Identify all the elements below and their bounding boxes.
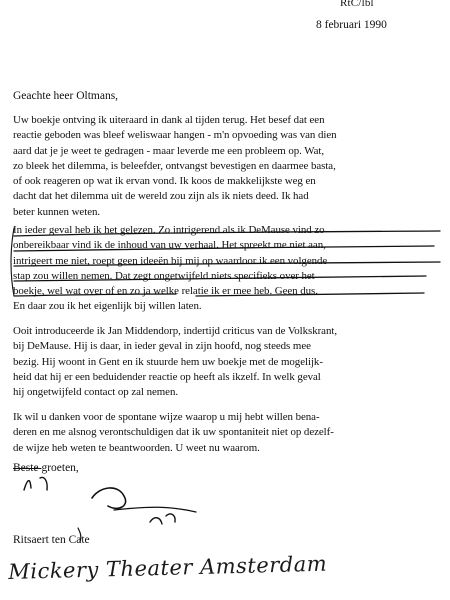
text-line: dacht dat het dilemma uit de wereld zou zijn als ik niets deed. Ik had [13,190,309,203]
text-line: bezig. Hij woont in Gent en ik stuurde hem uw boekje met de mogelijk- [13,355,323,368]
text-line: heid dat hij er een beduidender reactie op heeft als ikzelf. In welk geval [13,370,321,383]
closing [13,462,79,474]
letter-date: 8 februari 1990 [316,19,387,31]
signature-stroke [24,478,47,491]
text-line: reactie geboden was bleef weliswaar hangen - m'n opvoeding was van dien [13,129,337,142]
signature-stroke [92,488,126,508]
reference-code: RtC/lbl [340,0,374,9]
paragraph-1 [13,113,443,220]
signature-stroke [114,507,196,512]
text-line: deren en me alsnog verontschuldigen dat ik uw spontaniteit niet op dezelf- [13,426,334,439]
text-line: intrigeert me niet, roept geen ideeën bij mij op waardoor ik een volgende [13,254,328,267]
text-line: bij DeMause. Hij is daar, in ieder geval in zijn hoofd, nog steeds mee [13,340,311,353]
text-line: beter kunnen weten. [13,205,101,218]
text-line: boekje, wel wat over of en zo ja welke relatie ik er mee heb. Geen dus. [13,285,318,298]
text-line: stap zou willen nemen. Dat zegt ongetwijfeld niets specifieks over het [13,269,315,282]
text-line: Ik wil u danken voor de spontane wijze waarop u mij hebt willen bena- [13,411,320,423]
salutation: Geachte heer Oltmans, [13,90,119,102]
closing-struck-word: Beste [13,462,39,474]
text-line: aard dat je je weet te gedragen - maar leverde me een probleem op. Wat, [13,144,325,157]
text-line: Ooit introduceerde ik Jan Middendorp, indertijd criticus van de Volkskrant, [13,325,338,337]
text-line: Uw boekje ontving ik uiteraard in dank al tijden terug. Het besef dat een [13,114,325,126]
text-line: En daar zou ik het eigenlijk bij willen laten. [13,300,202,313]
text-line: hij ongetwijfeld contact op zal nemen. [13,386,179,399]
paragraph-4 [13,410,443,456]
handwritten-note: Mickery Theater Amsterdam [8,551,328,584]
closing-rest: groeten, [41,462,79,474]
signer-name: Ritsaert ten Cate [13,534,90,546]
text-line: onbereikbaar vind ik de inhoud van uw verhaal. Het spreekt me niet aan, [13,239,326,252]
paragraph-3 [13,324,443,400]
paragraph-2 [13,223,443,315]
signature-stroke [150,514,175,524]
text-line: of ook reageren op wat ik ervan vond. Ik koos de makkelijkste weg en [13,175,316,188]
text-line: de wijze heb weten te beantwoorden. U weet nu waarom. [13,441,260,454]
text-line: zo bleek het dilemma, is beleefder, ontvangst bevestigen en daarmee basta, [13,159,336,172]
text-line: In ieder geval heb ik het gelezen. Zo intrigerend als ik DeMause vind zo [13,224,325,236]
